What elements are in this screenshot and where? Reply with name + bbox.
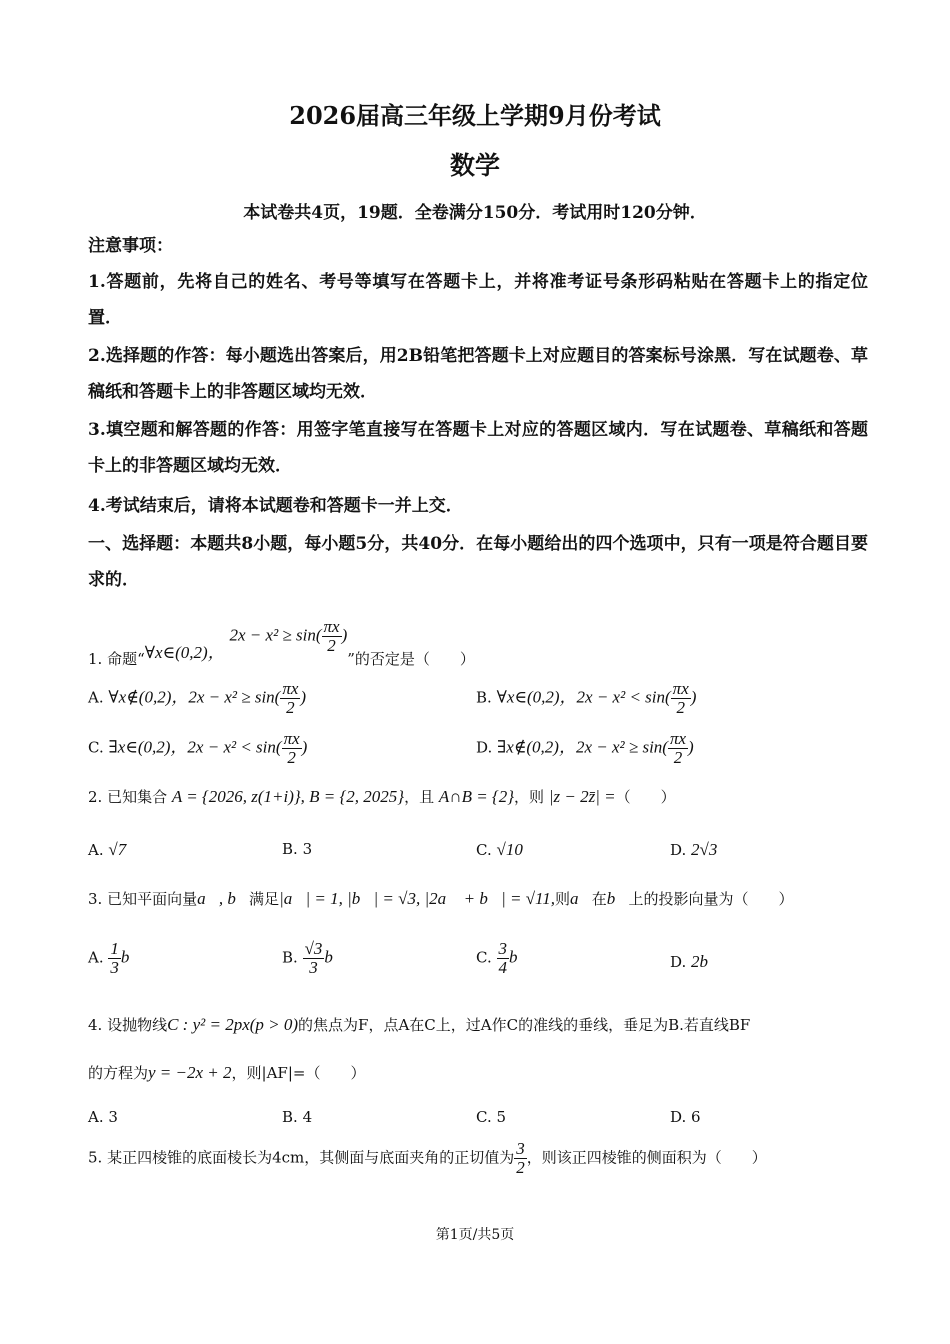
q3-option-d[interactable]: D. 2b⃗ — [670, 952, 722, 971]
q4-option-b[interactable]: B. 4 — [282, 1108, 313, 1126]
q2-option-a[interactable]: A. √7 — [88, 840, 127, 859]
question-2: 2. 已知集合 A = {2026, z(1+i)}, B = {2, 2025}，且 A∩B = {2}，则 |z − 2z̄| =（ ） — [88, 787, 676, 806]
q2-option-d[interactable]: D. 2√3 — [670, 840, 718, 859]
q1-fraction: $\frac{\pi x}{2}$ — [323, 617, 340, 655]
q1-option-d[interactable]: D. ∃x∉(0,2)，2x − x² ≥ sin( $\frac{\pi x}{2}$ ) — [476, 729, 694, 767]
subject-title: 数学 — [449, 151, 500, 180]
note-item-2: 2.选择题的作答：每小题选出答案后，用2B铅笔把答题卡上对应题目的答案标号涂黑．写在试题卷、草稿纸和答题卡上的非答题区域均无效． — [88, 346, 868, 402]
question-3: 3. 已知平面向量a⃗, b⃗满足|a⃗| = 1, |b⃗| = √3, |2a⃗ + b⃗| = √11,则a⃗在b⃗上的投影向量为（ ） — [88, 889, 794, 908]
question-1: 1. 命题“∀x∈(0,2)， 2x − x² ≥ sin( $\frac{\pi x}{2}$ )”的否定是（ ） — [88, 617, 475, 669]
q1-suffix: ”的否定是（ ） — [347, 650, 475, 669]
exam-title: 2026届高三年级上学期9月份考试 — [289, 101, 661, 130]
q4-option-c[interactable]: C. 5 — [476, 1108, 507, 1126]
note-item-1: 1.答题前，先将自己的姓名、考号等填写在答题卡上，并将准考证号条形码粘贴在答题卡上的指定位置． — [88, 272, 868, 328]
exam-info: 本试卷共4页，19题．全卷满分150分．考试用时120分钟． — [243, 203, 707, 223]
q1-option-b[interactable]: B. ∀x∈(0,2)，2x − x² < sin( $\frac{\pi x}{2}$ ) — [476, 679, 697, 717]
note-item-3: 3.填空题和解答题的作答：用签字笔直接写在答题卡上对应的答题区域内．写在试题卷、草稿纸和答题卡上的非答题区域均无效． — [88, 420, 868, 476]
question-5: 5. 某正四棱锥的底面棱长为4cm，其侧面与底面夹角的正切值为 $\frac{3}{2}$ ，则该正四棱锥的侧面积为（ ） — [88, 1139, 767, 1177]
q3-option-b[interactable]: B. $\frac{√3}{3}$ b⃗ — [282, 939, 347, 977]
q2-option-c[interactable]: C. √10 — [476, 840, 523, 859]
q2-option-b[interactable]: B. 3 — [282, 840, 313, 858]
notes-heading: 注意事项： — [88, 236, 173, 256]
q1-quantifier: ∀x∈(0,2)， — [144, 643, 225, 663]
page-footer: 第1页/共5页 — [435, 1227, 515, 1243]
q1-option-c[interactable]: C. ∃x∈(0,2)，2x − x² < sin( $\frac{\pi x}{2}$ ) — [88, 729, 308, 767]
q1-inequality: 2x − x² ≥ sin( — [229, 625, 322, 645]
q3-option-c[interactable]: C. $\frac{3}{4}$ b⃗ — [476, 939, 531, 977]
q4-option-a[interactable]: A. 3 — [88, 1108, 118, 1126]
question-4-line-1: 4. 设抛物线C : y² = 2px(p > 0)的焦点为F，点A在C上，过A作C的准线的垂线，垂足为B.若直线BF — [88, 1015, 751, 1034]
q3-option-a[interactable]: A. $\frac{1}{3}$ b⃗ — [88, 939, 143, 977]
question-4-line-2: 的方程为y = −2x + 2，则|AF|=（ ） — [88, 1063, 366, 1082]
q4-option-d[interactable]: D. 6 — [670, 1108, 701, 1126]
q1-option-a[interactable]: A. ∀x∉(0,2)，2x − x² ≥ sin( $\frac{\pi x}{2}$ ) — [88, 679, 307, 717]
section-heading: 一、选择题：本题共8小题，每小题5分，共40分．在每小题给出的四个选项中，只有一项是符合题目要求的． — [88, 534, 868, 590]
q1-prefix: 1. 命题“ — [88, 650, 145, 669]
note-item-4: 4.考试结束后，请将本试题卷和答题卡一并上交． — [88, 496, 463, 516]
